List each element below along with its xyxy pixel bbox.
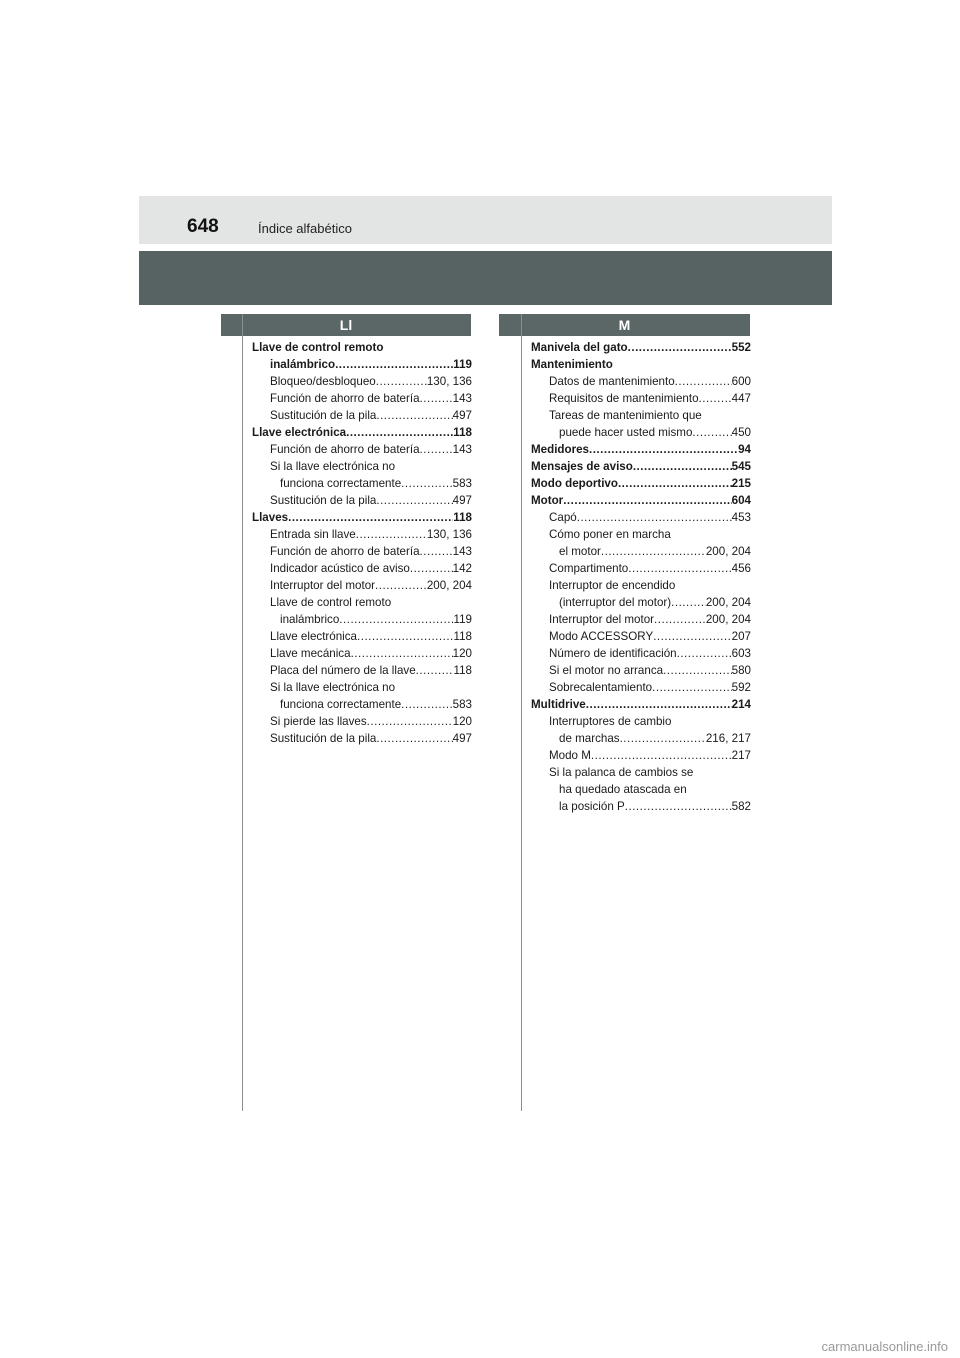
index-entry [531,611,751,628]
index-entry [252,577,472,594]
index-entry: Si la llave electrónica no [270,460,396,473]
index-entry [531,730,751,747]
page-number: 648 [187,216,219,237]
entry-page: 215 [731,477,751,490]
index-entry [531,628,751,645]
dot-leader [375,577,427,594]
dot-leader [356,526,427,543]
entry-page: 200, 204 [705,613,751,626]
entry-term: Sustitución de la pila [270,409,377,422]
index-entry [531,798,751,815]
entry-term: Multidrive [531,698,586,711]
entry-term: Placa del número de la llave [270,664,416,677]
column-rule-left [242,314,243,1111]
entry-term: el motor [559,545,601,558]
column-heading-m: M [499,314,750,336]
entry-term: la posición P [559,800,625,813]
index-entry [252,407,472,424]
entry-term: funciona correctamente [280,698,402,711]
index-entry [531,662,751,679]
entry-page: 592 [731,681,751,694]
entry-term: Indicador acústico de aviso [270,562,410,575]
dot-leader [351,645,453,662]
entry-page: 120 [452,715,472,728]
dot-leader [376,407,452,424]
entry-page: 143 [452,545,472,558]
entry-term: Medidores [531,443,589,456]
dot-leader [652,679,732,696]
index-entry [252,713,472,730]
dot-leader [376,373,427,390]
entry-term: Función de ahorro de batería [270,392,420,405]
entry-page: 600 [731,375,751,388]
entry-page: 207 [731,630,751,643]
dot-leader [563,492,731,509]
index-entry: Cómo poner en marcha [549,528,671,541]
index-entry [531,458,751,475]
entry-page: 603 [731,647,751,660]
dot-leader [671,594,706,611]
index-entry: Si la llave electrónica no [270,681,396,694]
entry-page: 545 [731,460,751,473]
index-entry [252,560,472,577]
dot-leader [591,747,732,764]
index-entry [252,696,472,713]
section-title: Índice alfabético [258,221,352,236]
index-entry [252,645,472,662]
index-entry [252,356,472,373]
entry-term: inalámbrico [280,613,340,626]
dot-leader [633,458,732,475]
index-entry [531,424,751,441]
index-entry: Tareas de mantenimiento que [549,409,702,422]
entry-page: 456 [731,562,751,575]
index-entry: Si la palanca de cambios se [549,766,694,779]
entry-term: inalámbrico [270,358,336,371]
entry-page: 216, 217 [705,732,751,745]
dot-leader [620,730,706,747]
dot-leader [376,730,452,747]
dot-leader [339,611,453,628]
entry-page: 450 [731,426,751,439]
entry-page: 580 [731,664,751,677]
index-entry [531,645,751,662]
entry-term: de marchas [559,732,620,745]
dot-leader [346,424,453,441]
entry-page: 453 [731,511,751,524]
dot-leader [420,390,453,407]
dot-leader [577,509,732,526]
dot-leader [420,441,453,458]
dot-leader [586,696,732,713]
entry-term: Requisitos de mantenimiento [549,392,699,405]
header-bar [139,196,832,244]
dot-leader [625,798,732,815]
dot-leader [367,713,453,730]
entry-term: Manivela del gato [531,341,628,354]
entry-term: Llaves [252,511,289,524]
entry-term: Si el motor no arranca [549,664,664,677]
entry-page: 200, 204 [705,545,751,558]
entry-term: Motor [531,494,564,507]
index-entry [252,492,472,509]
entry-term: puede hacer usted mismo [559,426,693,439]
entry-term: Sobrecalentamiento [549,681,653,694]
entry-page: 118 [453,664,472,677]
entry-page: 604 [731,494,751,507]
column-heading-ll: Ll [221,314,471,336]
entry-term: Sustitución de la pila [270,494,377,507]
entry-term: Número de identificación [549,647,677,660]
index-entry [531,679,751,696]
entry-term: funciona correctamente [280,477,402,490]
entry-page: 497 [452,494,472,507]
dot-leader [589,441,738,458]
entry-term: Interruptor del motor [549,613,655,626]
dot-leader [628,560,731,577]
entry-page: 447 [731,392,751,405]
entry-term: Bloqueo/desbloqueo [270,375,376,388]
entry-term: Mensajes de aviso [531,460,633,473]
entry-page: 119 [453,358,472,371]
index-entry [252,390,472,407]
dot-leader [357,628,454,645]
entry-term: Capó [549,511,577,524]
entry-page: 200, 204 [426,579,472,592]
entry-term: Llave mecánica [270,647,351,660]
header-band [139,251,832,305]
index-entry [531,339,751,356]
entry-term: Modo deportivo [531,477,618,490]
index-entry [252,543,472,560]
entry-page: 583 [452,698,472,711]
dot-leader [677,645,732,662]
entry-term: Datos de mantenimiento [549,375,675,388]
entry-page: 552 [731,341,751,354]
entry-page: 200, 204 [705,596,751,609]
index-entry [531,492,751,509]
index-entry [252,475,472,492]
entry-term: Llave electrónica [252,426,347,439]
dot-leader [654,611,706,628]
entry-page: 118 [453,426,472,439]
dot-leader [376,492,452,509]
entry-page: 583 [452,477,472,490]
index-entry: Interruptores de cambio [549,715,672,728]
index-column-m [531,339,751,815]
entry-page: 217 [731,749,751,762]
entry-term: Función de ahorro de batería [270,545,420,558]
dot-leader [420,543,453,560]
index-entry [531,560,751,577]
entry-term: Compartimento [549,562,629,575]
index-entry [252,441,472,458]
index-entry [252,373,472,390]
dot-leader [335,356,453,373]
entry-page: 582 [731,800,751,813]
dot-leader [288,509,453,526]
index-entry [531,441,751,458]
entry-page: 118 [453,630,472,643]
entry-page: 119 [453,613,472,626]
dot-leader [663,662,732,679]
entry-page: 142 [452,562,472,575]
dot-leader [601,543,706,560]
index-entry [531,594,751,611]
entry-term: Modo ACCESSORY [549,630,654,643]
index-entry [531,475,751,492]
dot-leader [692,424,731,441]
column-rule-right [521,314,522,1111]
watermark: carmanualsonline.info [821,1339,948,1354]
entry-page: 214 [731,698,751,711]
index-entry [531,543,751,560]
dot-leader [401,475,452,492]
entry-term: (interruptor del motor) [559,596,672,609]
dot-leader [653,628,731,645]
index-entry [252,730,472,747]
index-column-ll [252,339,472,747]
entry-page: 143 [452,392,472,405]
entry-term: Sustitución de la pila [270,732,377,745]
entry-term: Entrada sin llave [270,528,356,541]
dot-leader [618,475,732,492]
index-entry [252,611,472,628]
entry-page: 130, 136 [426,528,472,541]
index-entry: Llave de control remoto [270,596,392,609]
entry-term: Función de ahorro de batería [270,443,420,456]
index-entry [531,390,751,407]
entry-term: Interruptor del motor [270,579,376,592]
dot-leader [416,662,454,679]
entry-page: 118 [453,511,472,524]
entry-page: 497 [452,732,472,745]
dot-leader [699,390,732,407]
entry-page: 130, 136 [426,375,472,388]
index-entry [252,662,472,679]
entry-term: Llave electrónica [270,630,358,643]
index-entry [252,526,472,543]
index-entry: Interruptor de encendido [549,579,676,592]
index-entry: Llave de control remoto [252,341,384,354]
index-entry [252,509,472,526]
entry-page: 497 [452,409,472,422]
index-entry [252,628,472,645]
entry-page: 94 [738,443,751,456]
dot-leader [628,339,732,356]
index-entry: Mantenimiento [531,358,613,371]
entry-page: 143 [452,443,472,456]
entry-page: 120 [452,647,472,660]
index-entry [531,509,751,526]
index-entry [252,424,472,441]
dot-leader [401,696,452,713]
index-entry [531,373,751,390]
dot-leader [410,560,453,577]
entry-term: Modo M [549,749,591,762]
index-entry [531,696,751,713]
index-entry [531,747,751,764]
dot-leader [675,373,732,390]
index-entry: ha quedado atascada en [559,783,687,796]
entry-term: Si pierde las llaves [270,715,367,728]
